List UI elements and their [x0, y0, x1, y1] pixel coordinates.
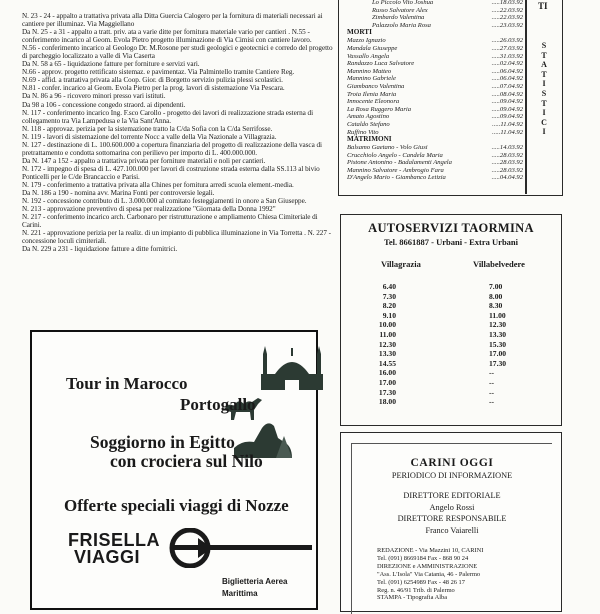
deliberation-entry: N. 217 - conferimento incarico arch. Carbonaro per ristrutturazione e ampliamento Chiesa Cimiteriale di Carini. — [22, 213, 318, 230]
registry-names — [347, 0, 523, 182]
registry-row — [347, 60, 523, 68]
bus-title: AUTOSERVIZI TAORMINA — [368, 221, 534, 235]
registry-row — [347, 53, 523, 61]
registry-name: Mannino Matteo — [347, 67, 392, 75]
masthead-box — [340, 432, 562, 612]
registry-date: .....22.03.92 — [491, 14, 523, 22]
deliberation-entry: N. 221 - approvazione perizia per la realiz. di un impianto di pubblica illuminazione in Via Torretta . N. 227 - concessione loculi cimiteriali. — [22, 229, 331, 246]
registry-row — [347, 83, 523, 91]
registry-date: .....09.04.92 — [491, 105, 523, 113]
registry-date: .....23.03.92 — [491, 21, 523, 29]
bus-column-villabelvedere: Villabelvedere — [473, 259, 525, 269]
registry-name: Zimbardo Valentina — [372, 14, 425, 22]
masthead-period: PERIODICO DI INFORMAZIONE — [391, 471, 513, 480]
bus-time-row — [341, 368, 561, 378]
registry-row — [347, 91, 523, 99]
villabelvedere-time: 8.00 — [489, 291, 503, 301]
side-letter: S — [541, 41, 547, 50]
registry-row — [347, 167, 523, 175]
registry-row — [347, 106, 523, 114]
bus-time-row — [341, 397, 561, 407]
bus-time-row — [341, 330, 561, 340]
registry-date: .....08.04.92 — [491, 90, 523, 98]
masthead-info-line: DIREZIONE e AMMINISTRAZIONE — [377, 562, 478, 570]
registry-name: Vassallo Angela — [347, 52, 390, 60]
deliberation-entry: N. 119 - lavori di sistemazione del torrente Nocc a valle della Via Nazionale a Villagrazia. — [22, 132, 277, 141]
registry-date: .....02.04.92 — [491, 60, 523, 68]
registry-name: Pistone Antonino - Badalamenti Angela — [347, 159, 452, 167]
villabelvedere-time: 8.30 — [489, 301, 503, 311]
villagrazia-time: 17.00 — [378, 377, 396, 387]
registry-date: .....07.04.92 — [491, 82, 523, 90]
villagrazia-time: 18.00 — [378, 397, 396, 407]
ad-line-tour: Tour in Marocco — [66, 374, 188, 393]
villabelvedere-time: 15.30 — [489, 339, 507, 349]
side-letter: C — [541, 117, 547, 127]
deliberation-entry: N. 117 - conferimento incarico Ing. F.sco Carollo - progetto dei lavori di realizzazione strada esterna di collegamento tra Via Lampedusa e la Via Sant'Anna. — [22, 108, 314, 125]
masthead-title: CARINI OGGI — [410, 457, 494, 469]
bus-timetable — [340, 214, 562, 426]
registry-date: .....28.03.92 — [491, 166, 523, 174]
registry-date: .....06.04.92 — [491, 67, 523, 75]
registry-row — [347, 174, 523, 182]
brand-word-2: VIAGGI — [74, 547, 141, 567]
travel-advertisement — [30, 330, 318, 610]
masthead-info-line: Reg. n. 46/91 Trib. di Palermo — [377, 586, 455, 594]
bus-time-row — [341, 301, 561, 311]
bus-column-villagrazia: Villagrazia — [381, 259, 421, 269]
bus-time-row — [341, 340, 561, 350]
masthead-info-line: "Ass. L'Isola" Via Catania, 46 - Palermo — [377, 570, 481, 578]
registry-name: Ruffino Vito — [347, 128, 379, 136]
villabelvedere-time: 17.00 — [489, 349, 507, 359]
registry-row — [347, 7, 523, 15]
registry-row — [347, 152, 523, 160]
side-letter: T — [541, 69, 547, 79]
deliberation-entry: Da N. 58 a 65 - liquidazione fatture per forniture e servizi vari. — [22, 60, 200, 69]
bus-time-row — [341, 292, 561, 302]
ad-line-honeymoon: Offerte speciali viaggi di Nozze — [64, 496, 289, 515]
villabelvedere-time: 17.30 — [489, 358, 507, 368]
brand-sub-air: Biglietteria Aerea — [222, 577, 288, 586]
bus-time-row — [341, 349, 561, 359]
registry-row — [347, 37, 523, 45]
villagrazia-time: 11.00 — [379, 329, 396, 339]
responsible-director-label: DIRETTORE RESPONSABILE — [397, 514, 507, 523]
side-letter: A — [541, 60, 547, 70]
villagrazia-time: 14.55 — [378, 358, 396, 368]
villabelvedere-time: -- — [489, 368, 495, 378]
villabelvedere-time: -- — [489, 397, 495, 407]
deliberation-entry: N. 192 - concessione contributo di L. 3.000.000 al comitato festeggiamenti in onore a San Giuseppe. — [22, 197, 307, 206]
villagrazia-time: 17.30 — [378, 387, 396, 397]
villagrazia-time: 6.40 — [382, 282, 396, 291]
villabelvedere-time: 12.30 — [489, 320, 507, 330]
deliberation-entry: N. 172 - impegno di spesa di L. 427.100.000 per lavori di costruzione strada esterna dalla SS.113 al bivio Ponticelli per le C/de Brancaccio e Parisi. — [22, 164, 320, 181]
registry-date: .....11.04.92 — [492, 128, 523, 136]
registry-date: .....06.04.92 — [491, 75, 523, 83]
deliberation-entry: Da N. 186 a 190 - nomina avv. Marina Fonti per controversie legali. — [22, 189, 215, 198]
editorial-director-label: DIRETTORE EDITORIALE — [403, 491, 501, 500]
masthead-info-line: Tel. (091) 6254989 Fax - 48 26 17 — [377, 578, 465, 586]
bus-time-row — [341, 378, 561, 388]
registry-row — [347, 22, 523, 30]
deliberation-entry: N. 179 - conferimento a trattativa privata alla Chines per fornitura arredi scuola element.-media. — [22, 180, 294, 189]
registry-row — [347, 121, 523, 129]
registry-date: .....26.03.92 — [491, 37, 523, 45]
deliberation-entry: Da N. 86 a 96 - ricovero minori presso vari istituti. — [22, 92, 166, 101]
bus-time-row — [341, 388, 561, 398]
registry-name: Randazzo Luca Salvatore — [347, 60, 415, 68]
registry-name: Troia Ilenia Maria — [347, 90, 397, 98]
villagrazia-time: 12.30 — [378, 339, 396, 349]
villagrazia-time: 10.00 — [378, 320, 396, 330]
registry-date: .....04.04.92 — [491, 174, 523, 182]
registry-row — [347, 144, 523, 152]
registry-name: Palazzolo Maria Rosa — [372, 21, 431, 29]
bus-times — [341, 282, 561, 407]
deliberation-entry: Da N. 25 - a 31 - appalto a tratt. priv. ata a varie ditte per fornitura materiale vario per cantieri . N.55 - conferimento incarico al Geom. Evola Pietro progetto illuminazione di Via Cimisi con cantiere lavoro. — [22, 28, 312, 45]
responsible-director-name: Franco Vaiarelli — [425, 526, 479, 535]
brand-name — [68, 532, 160, 566]
registry-name: Cataldo Stefano — [347, 120, 390, 128]
deliberation-entry: N.81 - confer. incarico al Geom. Evola Pietro per la prog. lavori di sistemazione Via Pescara. — [22, 84, 285, 93]
brand-sub-sea: Marittima — [222, 589, 258, 598]
villagrazia-time: 9.10 — [382, 310, 396, 320]
side-letter: I — [542, 79, 546, 89]
registry-row — [347, 14, 523, 22]
side-letter: I — [542, 127, 546, 137]
deliberation-entry: N.56 - conferimento incarico al Geologo Dr. M.Rosone per studi geologici e geotecnici e corredo del progetto di parcheggio localizzato a valle di Via Caserta — [22, 44, 333, 61]
registry-name: Mazzo Ignazio — [347, 37, 386, 45]
bus-time-row — [341, 311, 561, 321]
side-letter: S — [541, 88, 547, 98]
civil-registry-box — [338, 0, 563, 196]
deliberation-entry: N. 127 - destinazione di L. 100.600.000 a copertura finanziaria del progetto di realizzazione della vasca di pretrattamento e condotta sottomarina con perilievo per importo di L. 400.000.000. — [22, 140, 322, 157]
registry-row — [347, 68, 523, 76]
registry-row — [347, 75, 523, 83]
villabelvedere-time: -- — [489, 387, 495, 397]
ad-line-egypt: Soggiorno in Egitto — [90, 432, 235, 452]
villagrazia-time: 7.30 — [382, 291, 396, 301]
villabelvedere-time: 7.00 — [489, 282, 503, 291]
registry-date: .....28.03.92 — [491, 151, 523, 159]
registry-row — [347, 159, 523, 167]
bus-subtitle: Tel. 8661887 - Urbani - Extra Urbani — [383, 237, 519, 247]
bus-time-row — [341, 320, 561, 330]
registry-name: Lo Piccolo Vito Joshua — [372, 0, 434, 6]
masthead-info-line: Tel. (091) 8669184 Fax - 868 90 24 — [377, 554, 469, 562]
brand-logo-icon — [162, 528, 312, 568]
villagrazia-time: 13.30 — [378, 349, 396, 359]
registry-date: .....22.03.92 — [491, 6, 523, 14]
villabelvedere-time: -- — [489, 377, 495, 387]
deliberation-entry: N. 23 - 24 - appalto a trattativa privata alla Ditta Guercia Calogero per la fornitura di materiali necessari ai cantiere per illuminaz. Via Maggiellano — [22, 12, 323, 29]
registry-name: Mandala Giuseppe — [347, 44, 398, 52]
deliberation-entry: Da 98 a 106 - concessione congedo straord. ai dipendenti. — [22, 100, 186, 109]
registry-row — [347, 98, 523, 106]
deliberations-list — [22, 12, 334, 253]
side-vertical-text — [527, 41, 561, 137]
masthead-info-line: STAMPA - Tipografia Alba — [377, 594, 448, 602]
registry-name: Balsamo Gaetano - Volo Giusi — [347, 144, 428, 152]
villabelvedere-time: 11.00 — [489, 310, 506, 320]
side-letter: I — [542, 108, 546, 118]
ad-line-portugal: Portogallo — [180, 395, 256, 414]
deliberation-entry: N. 118 - approvaz. perizia per la sistemazione tratto la C/da Sofia con la C/da Serrifosse. — [22, 124, 273, 133]
side-top-text: TI — [538, 1, 548, 11]
ad-line-nile: con crociera sul Nilo — [110, 451, 263, 471]
registry-row — [347, 45, 523, 53]
deliberation-entry: Da N. 147 a 152 - appalto a trattativa privata per forniture materiali e noli per cantieri. — [22, 156, 266, 165]
registry-name: Giambanco Valentina — [347, 82, 405, 90]
deliberation-entry: N.69 - affid. a trattativa privata alla Coop. Gior. di Borgetto servizio pulizia plessi scolastici. — [22, 76, 283, 85]
brand-subtitle — [222, 576, 288, 600]
marriages-heading: MATRIMONI — [347, 135, 392, 144]
registry-date: .....14.03.92 — [491, 144, 523, 152]
registry-name: Mannino Gabriele — [347, 75, 396, 83]
registry-date: .....09.04.92 — [491, 113, 523, 121]
registry-date: .....18.03.92 — [491, 0, 523, 6]
registry-date: .....09.04.92 — [491, 98, 523, 106]
bus-time-row — [341, 359, 561, 369]
masthead-info-line: REDAZIONE - Via Mazzini 10, CARINI — [377, 547, 484, 554]
masthead-info — [377, 547, 483, 602]
registry-row — [347, 0, 523, 7]
registry-name: Amato Agostino — [347, 113, 390, 121]
villagrazia-time: 16.00 — [378, 368, 396, 378]
registry-name: D'Angelo Mario - Giambanco Letizia — [347, 174, 446, 182]
villabelvedere-time: 13.30 — [489, 329, 507, 339]
registry-date: .....31.03.92 — [491, 52, 523, 60]
editorial-director-name: Angelo Rossi — [429, 503, 475, 512]
villagrazia-time: 8.20 — [382, 301, 396, 311]
registry-name: La Rosa Ruggero Maria — [347, 105, 412, 113]
registry-date: .....27.03.92 — [491, 44, 523, 52]
side-letter: T — [541, 98, 547, 108]
side-letter: T — [541, 50, 547, 60]
brand-word-1: FRISELLA — [68, 530, 160, 550]
registry-name: Crucchiolo Angelo - Candela Maria — [347, 151, 443, 159]
registry-date: .....28.03.92 — [491, 159, 523, 167]
registry-date: .....11.04.92 — [492, 120, 523, 128]
deliberation-entry: N. 213 - approvazione preventivo di spesa per realizzazione "Giornata della Donna 1992" — [22, 205, 276, 214]
registry-name: Russo Salvatore Alex — [372, 6, 428, 14]
registry-name: Innocente Eleonora — [347, 98, 400, 106]
deaths-heading: MORTI — [347, 28, 372, 37]
bus-time-row — [341, 282, 561, 292]
mosque-icon — [257, 344, 327, 390]
deliberation-entry: N.66 - approv. progetto rettificato sistemaz. e pavimentaz. Via Palmintello tramite Cantiere Reg. — [22, 68, 295, 77]
deliberation-entry: Da N. 229 a 231 - liquidazione fatture a ditte fornitrici. — [22, 245, 178, 254]
registry-row — [347, 113, 523, 121]
registry-name: Mannino Salvatore - Ambrogio Fara — [347, 166, 444, 174]
